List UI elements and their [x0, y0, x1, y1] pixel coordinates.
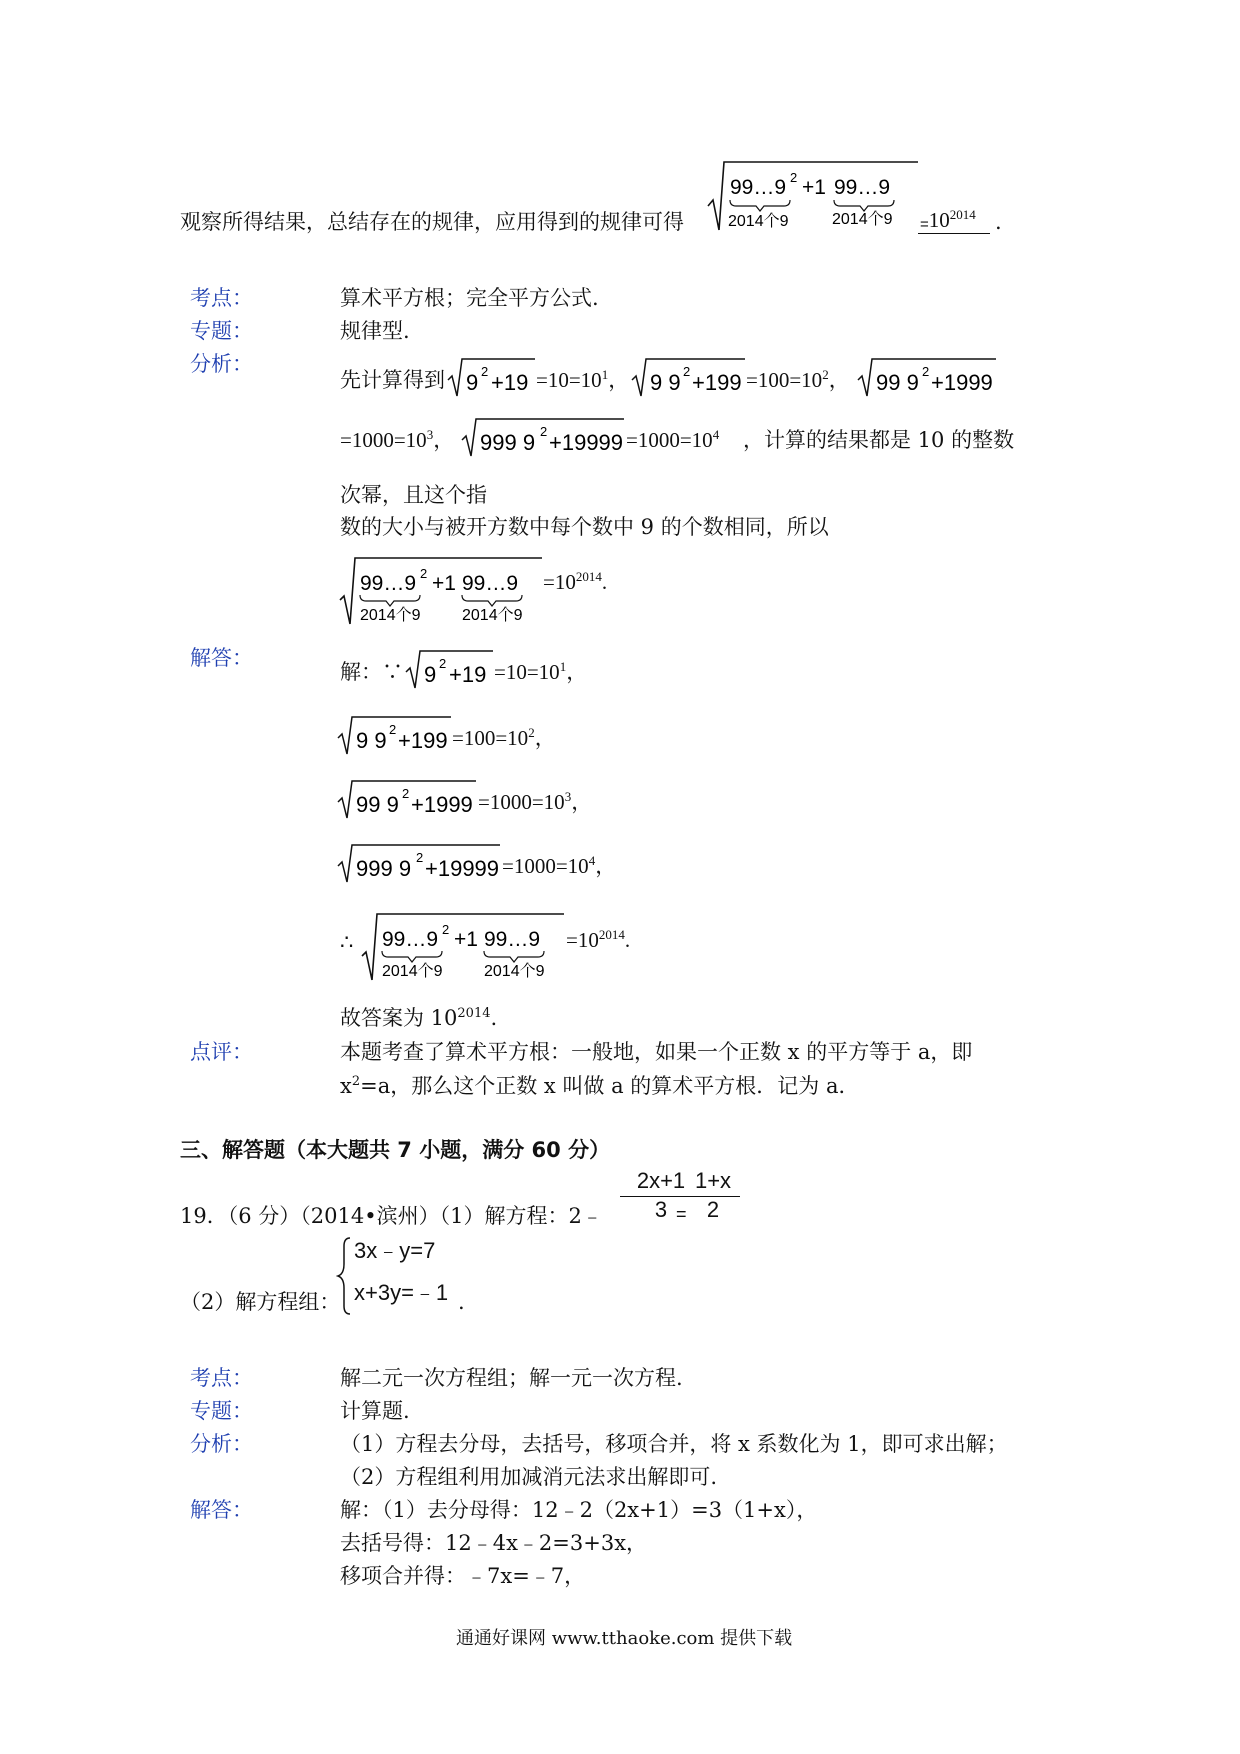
svg-text:+19: +19 — [491, 370, 529, 395]
svg-text:2: 2 — [442, 922, 450, 937]
radical-r1 — [446, 356, 536, 400]
q19-kaodian-text: 解二元一次方程组；解一元一次方程. — [340, 1366, 683, 1390]
svg-text:2: 2 — [402, 786, 410, 801]
svg-text:2: 2 — [416, 850, 424, 865]
system-eq1: 3x﹣y=7 — [354, 1238, 436, 1263]
svg-text:99…9: 99…9 — [462, 572, 519, 595]
svg-text:999 9: 999 9 — [480, 430, 536, 455]
svg-text:+19999: +19999 — [425, 856, 500, 881]
svg-text:2014个9: 2014个9 — [360, 607, 421, 624]
q19-jieda-line3: 移项合并得：﹣7x=﹣7， — [340, 1564, 586, 1588]
svg-text:+199: +199 — [398, 728, 448, 753]
therefore-symbol: ∴ — [340, 930, 354, 954]
dianping-label: 点评： — [190, 1040, 253, 1064]
big-b-text: 99…9 — [834, 176, 891, 199]
sol-r1-result: $=10=10^1$， — [494, 659, 588, 684]
svg-text:99…9: 99…9 — [360, 572, 417, 595]
svg-text:2: 2 — [481, 364, 489, 379]
svg-text:+1: +1 — [454, 928, 478, 951]
radical-r2 — [630, 356, 746, 400]
zhuanti-label: 专题： — [190, 319, 253, 343]
q19-zhuanti-text: 计算题. — [340, 1399, 410, 1423]
svg-text:9: 9 — [466, 370, 479, 395]
radical-big-intro — [706, 158, 920, 238]
kaodian-label: 考点： — [190, 286, 253, 310]
fenxi-result: $=10^{2014}$. — [543, 569, 608, 594]
svg-text:2: 2 — [540, 424, 548, 439]
underbrace-label: 2014个9 — [832, 211, 893, 228]
intro-text: 观察所得结果，总结存在的规律，应用得到的规律可得 — [180, 210, 684, 234]
svg-text:+19999: +19999 — [549, 430, 624, 455]
kaodian-text: 算术平方根；完全平方公式. — [340, 286, 599, 310]
frac1-num: 2x+1 — [620, 1168, 702, 1197]
svg-text:2014个9: 2014个9 — [382, 963, 443, 980]
jieda-prefix: 解：∵ — [340, 660, 403, 684]
fenxi-r1-result: $=10=10^1$， — [536, 367, 630, 392]
svg-text:+1999: +1999 — [411, 792, 473, 817]
q19-jieda-line1: 解：（1）去分母得：12﹣2（2x+1）=3（1+x）， — [340, 1498, 818, 1522]
q19-frac2 — [686, 1168, 740, 1224]
svg-text:2: 2 — [683, 364, 691, 379]
dianping-line1: 本题考查了算术平方根：一般地，如果一个正数 x 的平方等于 a，即 — [340, 1040, 973, 1064]
answer-exp: 2014 — [949, 207, 976, 222]
section-title: 三、解答题（本大题共 7 小题，满分 60 分） — [180, 1138, 611, 1162]
q19-fenxi-label: 分析： — [190, 1432, 253, 1456]
q19-zhuanti-label: 专题： — [190, 1399, 253, 1423]
big-a-text: 99…9 — [730, 176, 787, 199]
system-eq2: x+3y=﹣1 — [354, 1280, 449, 1305]
underbrace-label: 2014个9 — [728, 213, 789, 230]
radical-sol-r1 — [404, 648, 494, 692]
q19-part2: （2）解方程组： — [180, 1290, 341, 1314]
svg-text:9: 9 — [424, 662, 437, 687]
svg-text:2014个9: 2014个9 — [462, 607, 523, 624]
q19-eq-sign: = — [676, 1204, 687, 1224]
radical-big-sol — [360, 910, 566, 982]
jieda-label: 解答： — [190, 646, 253, 670]
system-end: . — [458, 1290, 465, 1314]
big-plus: +1 — [802, 176, 826, 199]
q19-jieda-label: 解答： — [190, 1498, 253, 1522]
radical-r4 — [460, 416, 626, 460]
end-period: . — [995, 210, 1002, 234]
q19-fenxi-line2: （2）方程组利用加减消元法求出解即可. — [340, 1465, 718, 1489]
fenxi-r3-result: $=1000=10^3$， — [340, 427, 455, 452]
svg-text:9 9: 9 9 — [650, 370, 681, 395]
svg-text:2: 2 — [922, 364, 930, 379]
radical-sol-r2 — [336, 714, 452, 758]
svg-text:99 9: 99 9 — [356, 792, 399, 817]
radical-r3 — [856, 356, 998, 400]
fenxi-r2-result: $=100=10^2$， — [746, 367, 850, 392]
svg-text:99…9: 99…9 — [484, 928, 541, 951]
svg-text:+1999: +1999 — [931, 370, 993, 395]
svg-text:99 9: 99 9 — [876, 370, 919, 395]
fenxi-r4-result: $=1000=10^4$ — [626, 427, 720, 452]
svg-text:2014个9: 2014个9 — [484, 963, 545, 980]
q19-stem: 19．（6 分）（2014•滨州）（1）解方程：2﹣ — [180, 1204, 603, 1228]
answer-blank: $=10^{2014}$ — [918, 208, 990, 234]
svg-text:999 9: 999 9 — [356, 856, 412, 881]
sol-final-result: $=10^{2014}$. — [566, 927, 631, 952]
q19-fenxi-line1: （1）方程去分母，去括号，移项合并，将 x 系数化为 1，即可求出解； — [340, 1432, 1008, 1456]
svg-text:2: 2 — [420, 566, 428, 581]
frac2-den: 2 — [706, 1197, 720, 1223]
q19-jieda-line2: 去括号得：12﹣4x﹣2=3+3x， — [340, 1531, 648, 1555]
big-a-exp: 2 — [790, 170, 798, 185]
system-brace — [336, 1236, 352, 1316]
svg-text:+199: +199 — [692, 370, 742, 395]
sol-r2-result: $=100=10^2$， — [452, 725, 556, 750]
radical-big-fenxi — [338, 554, 544, 626]
q19-kaodian-label: 考点： — [190, 1366, 253, 1390]
sol-r3-result: $=1000=10^3$， — [478, 789, 593, 814]
svg-text:99…9: 99…9 — [382, 928, 439, 951]
fenxi-line1-prefix: 先计算得到 — [340, 368, 445, 392]
sol-r4-result: $=1000=10^4$， — [502, 853, 617, 878]
page-footer: 通通好课网 www.tthaoke.com 提供下载 — [456, 1628, 793, 1649]
fenxi-line4: 数的大小与被开方数中每个数中 9 的个数相同，所以 — [340, 515, 829, 539]
radical-sol-r4 — [336, 842, 502, 886]
fenxi-line2-suffix: ，计算的结果都是 10 的整数 — [743, 428, 1015, 452]
dianping-line2: $x^2=a$，那么这个正数 x 叫做 a 的算术平方根．记为 a． — [340, 1074, 860, 1098]
fenxi-line3: 次幂，且这个指 — [340, 483, 487, 507]
svg-text:9 9: 9 9 — [356, 728, 387, 753]
radical-sol-r3 — [336, 778, 478, 822]
svg-text:+19: +19 — [449, 662, 487, 687]
svg-text:2: 2 — [389, 722, 397, 737]
frac1-den: 3 — [654, 1197, 668, 1223]
zhuanti-text: 规律型. — [340, 319, 410, 343]
svg-text:+1: +1 — [432, 572, 456, 595]
frac2-num: 1+x — [686, 1168, 740, 1197]
answer-value: 10 — [928, 208, 950, 232]
fenxi-label: 分析： — [190, 352, 253, 376]
svg-text:2: 2 — [439, 656, 447, 671]
final-answer: 故答案为 $10^{2014}$. — [340, 1006, 498, 1030]
